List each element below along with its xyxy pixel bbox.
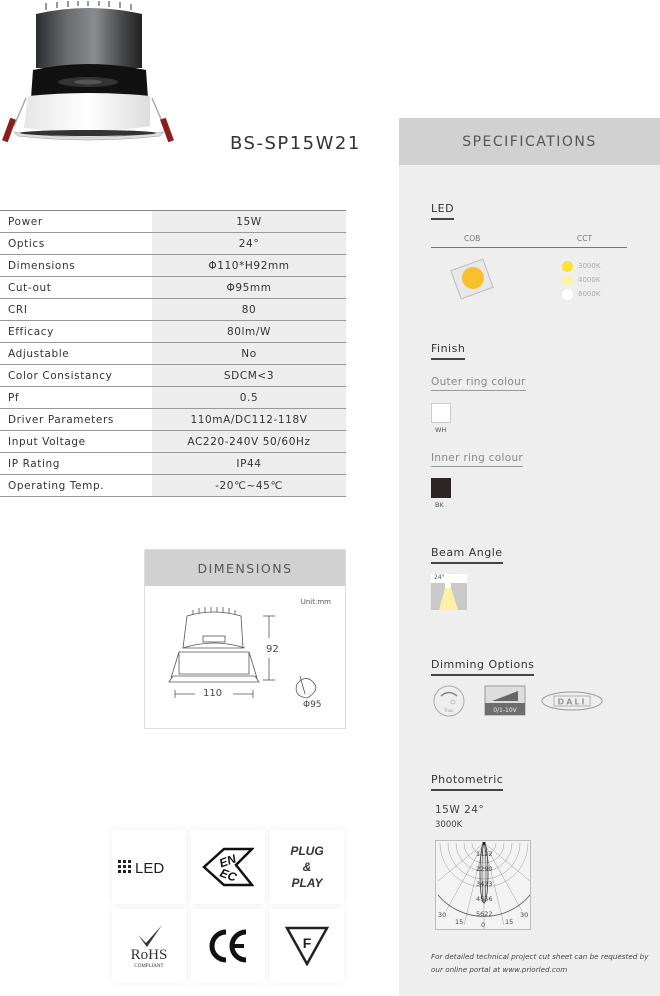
spec-row-ip-rating	[0, 453, 346, 475]
photometric-title: Photometric	[431, 773, 503, 791]
dimming-options	[432, 683, 612, 718]
footnote: For detailed technical project cut sheet can be requested by our online portal at www.priorled.com	[431, 952, 649, 974]
svg-text:EC: EC	[218, 865, 239, 885]
beam-angle-icon: 24°	[431, 574, 467, 610]
spec-value: No	[152, 343, 346, 364]
spec-label: Operating Temp.	[8, 479, 105, 492]
spec-value: IP44	[152, 453, 346, 474]
product-model: BS-SP15W21	[230, 133, 361, 154]
outer-ring-swatch	[431, 403, 451, 423]
triac-dimming-icon	[434, 686, 464, 716]
cct-color-dot-icon	[562, 275, 573, 286]
spec-value: 80	[152, 299, 346, 320]
spec-label: Adjustable	[8, 347, 70, 360]
spec-label: IP Rating	[8, 457, 61, 470]
outer-ring-label: Outer ring colour	[431, 376, 526, 391]
cob-chip-icon	[449, 258, 499, 304]
certifications-grid	[112, 830, 337, 990]
spec-value: -20℃~45℃	[152, 475, 346, 496]
cct-option-3000k: 3000K	[562, 259, 600, 273]
spec-value: 110mA/DC112-118V	[152, 409, 346, 430]
svg-text:Triac: Triac	[444, 708, 454, 713]
cct-options	[562, 259, 600, 301]
product-image	[0, 0, 180, 150]
spec-row-power	[0, 211, 346, 233]
photometric-spec: 15W 24°	[435, 804, 485, 816]
cct-color-dot-icon	[562, 261, 573, 272]
spec-label: Efficacy	[8, 325, 54, 338]
spec-value: 15W	[152, 211, 346, 232]
spec-row-adjustable	[0, 343, 346, 365]
dimension-cutout: Φ95	[303, 700, 322, 710]
dimensions-box	[144, 549, 346, 729]
svg-text:F: F	[302, 935, 312, 951]
spec-row-operating-temp	[0, 475, 346, 497]
0-10v-dimming-icon	[485, 686, 525, 715]
specifications-title: SPECIFICATIONS	[399, 118, 660, 165]
spec-row-efficacy	[0, 321, 346, 343]
svg-text:PLAY: PLAY	[291, 876, 323, 890]
photometric-polar-chart: 1122 2290 3423 4556 5622 30 15 0 15 30	[435, 840, 531, 930]
photometric-cct: 3000K	[435, 820, 463, 830]
inner-ring-label: Inner ring colour	[431, 452, 523, 467]
dimming-options-title: Dimming Options	[431, 658, 534, 676]
led-columns-header	[431, 234, 627, 248]
spec-label: Driver Parameters	[8, 413, 114, 426]
spec-row-color-consistancy	[0, 365, 346, 387]
spec-value: 0.5	[152, 387, 346, 408]
spec-label: Color Consistancy	[8, 369, 113, 382]
spec-value: 24°	[152, 233, 346, 254]
rohs-logo-icon	[112, 909, 186, 983]
svg-text:EN: EN	[217, 851, 238, 871]
spec-label: Dimensions	[8, 259, 76, 272]
inner-ring-code: BK	[435, 501, 444, 509]
enec-logo-icon	[191, 830, 265, 904]
svg-text:0/1-10V: 0/1-10V	[493, 707, 517, 714]
dimensions-title: DIMENSIONS	[145, 550, 345, 586]
outer-ring-code: WH	[435, 426, 447, 434]
spec-row-driver	[0, 409, 346, 431]
dimension-width: 110	[203, 688, 223, 699]
spec-value: 80lm/W	[152, 321, 346, 342]
spec-row-pf	[0, 387, 346, 409]
beam-angle-title: Beam Angle	[431, 546, 503, 564]
plug-and-play-icon	[270, 830, 344, 904]
spec-row-dimensions	[0, 255, 346, 277]
svg-text:LED: LED	[135, 860, 165, 877]
dimensions-unit: Unit:mm	[300, 598, 331, 606]
cct-color-dot-icon	[562, 289, 573, 300]
cct-option-4000k: 4000K	[562, 273, 600, 287]
svg-text:&: &	[302, 860, 312, 874]
svg-text:DALI: DALI	[557, 697, 587, 707]
ce-mark-icon	[191, 909, 265, 983]
spec-value: SDCM<3	[152, 365, 346, 386]
spec-label: Power	[8, 215, 43, 228]
cct-column-label: CCT	[577, 234, 593, 243]
spec-value: Φ95mm	[152, 277, 346, 298]
spec-value: Φ110*H92mm	[152, 255, 346, 276]
led-section-title: LED	[431, 202, 454, 220]
f-mark-icon	[270, 909, 344, 983]
spec-row-cri	[0, 299, 346, 321]
spec-row-cutout	[0, 277, 346, 299]
specifications-panel	[399, 118, 660, 996]
dimension-height: 92	[266, 644, 279, 655]
spec-row-optics	[0, 233, 346, 255]
cob-column-label: COB	[464, 234, 481, 243]
spec-label: CRI	[8, 303, 28, 316]
spec-table	[0, 210, 346, 497]
svg-text:PLUG: PLUG	[290, 844, 324, 858]
spec-label: Cut-out	[8, 281, 52, 294]
dali-dimming-icon	[542, 692, 602, 710]
led-logo-icon	[112, 830, 186, 904]
svg-text:RoHS: RoHS	[130, 947, 168, 963]
cct-option-6000k: 6000K	[562, 287, 600, 301]
spec-row-input-voltage	[0, 431, 346, 453]
spec-label: Optics	[8, 237, 45, 250]
svg-text:COMPLIANT: COMPLIANT	[134, 964, 164, 969]
inner-ring-swatch	[431, 478, 451, 498]
spec-label: Pf	[8, 391, 20, 404]
spec-label: Input Voltage	[8, 435, 86, 448]
spec-value: AC220-240V 50/60Hz	[152, 431, 346, 452]
finish-section-title: Finish	[431, 342, 465, 360]
